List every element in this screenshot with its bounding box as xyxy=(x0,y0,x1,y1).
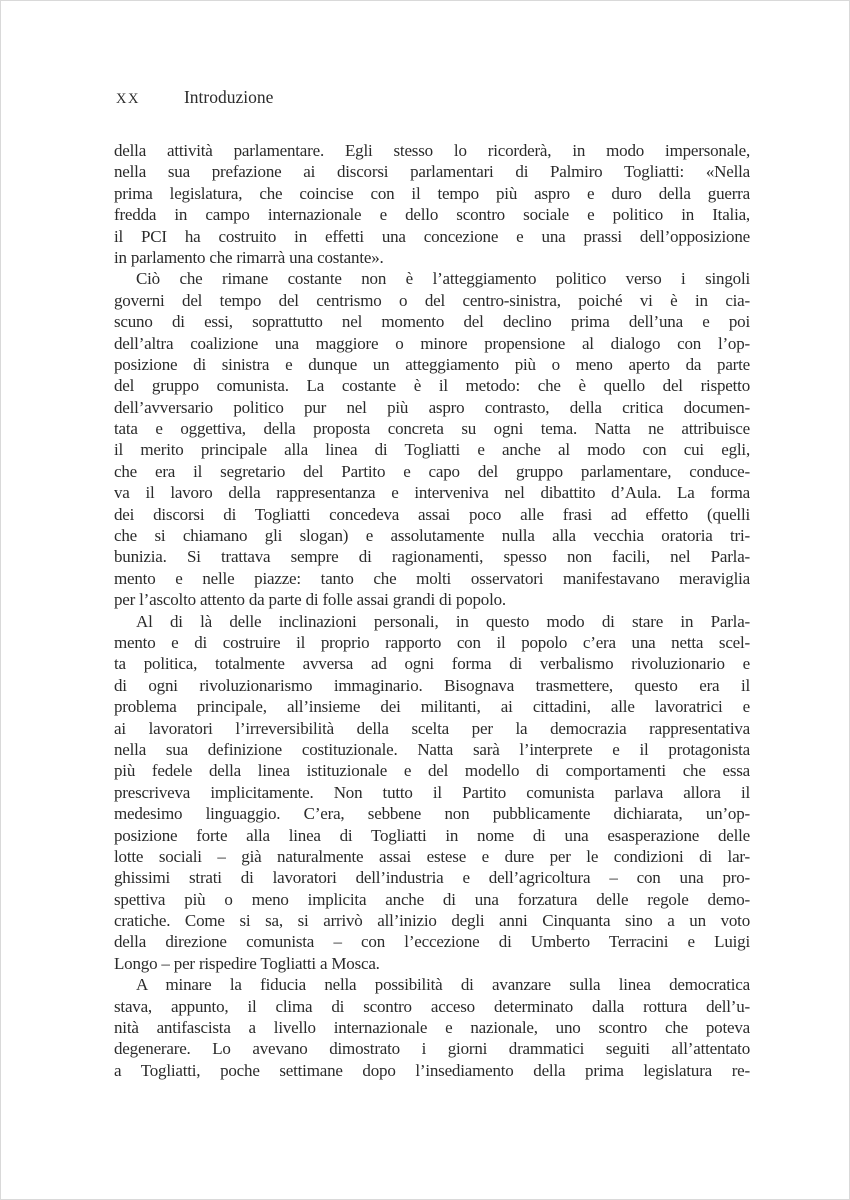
text-line: il merito principale alla linea di Togliatti e anche al modo con cui egli, xyxy=(114,440,750,460)
text-line: governi del tempo del centrismo o del centro-sinistra, poiché vi è in cia- xyxy=(114,290,750,310)
section-title: Introduzione xyxy=(183,87,274,107)
text-line: di ogni rivoluzionarismo immaginario. Bisognava trasmettere, questo era il xyxy=(114,675,750,695)
text-line: Al di là delle inclinazioni personali, in questo modo di stare in Parla- xyxy=(136,611,750,631)
text-line: Longo – per rispedire Togliatti a Mosca. xyxy=(114,953,380,973)
text-line: ta politica, totalmente avversa ad ogni forma di verbalismo rivoluzionario e xyxy=(114,654,750,674)
paragraph-2 xyxy=(114,268,750,610)
text-line: mento e nelle piazze: tanto che molti osservatori manifestavano meraviglia xyxy=(114,568,750,588)
text-line: posizione forte alla linea di Togliatti in nome di una esasperazione delle xyxy=(114,825,750,845)
page-body xyxy=(114,140,750,1081)
text-line: fredda in campo internazionale e dello scontro sociale e politico in Italia, xyxy=(114,205,750,225)
text-line: degenerare. Lo avevano dimostrato i giorni drammatici seguiti all’attentato xyxy=(114,1039,750,1059)
text-line: mento e di costruire il proprio rapporto con il popolo c’era una netta scel- xyxy=(114,632,750,652)
text-line: nità antifascista a livello internazionale e nazionale, uno scontro che poteva xyxy=(114,1018,750,1038)
text-line: più fedele della linea istituzionale e del modello di comportamenti che essa xyxy=(114,761,750,781)
text-line: stava, appunto, il clima di scontro acceso determinato dalla rottura dell’u- xyxy=(114,996,750,1016)
paragraph-3 xyxy=(114,611,750,975)
text-line: che era il segretario del Partito e capo del gruppo parlamentare, conduce- xyxy=(114,461,750,481)
text-line: scuno di essi, soprattutto nel momento del declino prima dell’una e poi xyxy=(114,312,750,332)
text-line: dell’altra coalizione una maggiore o minore propensione al dialogo con l’op- xyxy=(114,333,750,353)
text-line: dell’avversario politico pur nel più aspro contrasto, della critica documen- xyxy=(114,397,750,417)
running-head xyxy=(116,87,273,108)
text-line: prescriveva implicitamente. Non tutto il Partito comunista parlava allora il xyxy=(114,782,750,802)
text-line: il PCI ha costruito in effetti una concezione e una prassi dell’opposizione xyxy=(114,226,750,246)
text-line: per l’ascolto attento da parte di folle assai grandi di popolo. xyxy=(114,590,506,610)
text-line: ghissimi strati di lavoratori dell’industria e dell’agricoltura – con una pro- xyxy=(114,868,750,888)
text-line: prima legislatura, che coincise con il tempo più aspro e duro della guerra xyxy=(114,183,750,203)
text-line: lotte sociali – già naturalmente assai estese e dure per le condizioni di lar- xyxy=(114,846,750,866)
paragraph-4 xyxy=(114,974,750,1081)
text-line: spettiva più o meno implicita anche di una forzatura delle regole demo- xyxy=(114,889,750,909)
page-number: XX xyxy=(116,91,140,107)
text-line: della attività parlamentare. Egli stesso lo ricorderà, in modo impersonale, xyxy=(114,141,750,160)
text-line: va il lavoro della rappresentanza e interveniva nel dibattito d’Aula. La forma xyxy=(114,483,750,503)
text-line: problema principale, all’insieme dei militanti, ai cittadini, alle lavoratrici e xyxy=(114,697,750,717)
text-line: in parlamento che rimarrà una costante». xyxy=(114,247,384,267)
text-line: ai lavoratori l’irreversibilità della scelta per la democrazia rappresentativa xyxy=(114,718,750,738)
text-line: Ciò che rimane costante non è l’atteggiamento politico verso i singoli xyxy=(136,269,750,289)
text-line: nella sua prefazione ai discorsi parlamentari di Palmiro Togliatti: «Nella xyxy=(114,162,750,182)
text-line: tata e oggettiva, della proposta concreta su ogni tema. Natta ne attribuisce xyxy=(114,419,750,439)
text-line: del gruppo comunista. La costante è il metodo: che è quello del rispetto xyxy=(114,376,750,396)
text-line: A minare la fiducia nella possibilità di avanzare sulla linea democratica xyxy=(136,975,750,995)
text-line: cratiche. Come si sa, si arrivò all’inizio degli anni Cinquanta sino a un voto xyxy=(114,911,750,931)
text-line: nella sua definizione costituzionale. Natta sarà l’interprete e il protagonista xyxy=(114,739,750,759)
paragraph-1 xyxy=(114,140,750,268)
text-line: della direzione comunista – con l’eccezione di Umberto Terracini e Luigi xyxy=(114,932,750,952)
text-line: medesimo linguaggio. C’era, sebbene non pubblicamente dichiarata, un’op- xyxy=(114,804,750,824)
text-line: dei discorsi di Togliatti concedeva assai poco alle frasi ad effetto (quelli xyxy=(114,504,750,524)
text-line: che si chiamano gli slogan) e assolutamente nulla alla vecchia oratoria tri- xyxy=(114,526,750,546)
text-line: bunizia. Si trattava sempre di ragionamenti, spesso non facili, nel Parla- xyxy=(114,547,750,567)
text-line: a Togliatti, poche settimane dopo l’insediamento della prima legislatura re- xyxy=(114,1060,750,1080)
text-line: posizione di sinistra e dunque un atteggiamento più o meno aperto da parte xyxy=(114,354,750,374)
